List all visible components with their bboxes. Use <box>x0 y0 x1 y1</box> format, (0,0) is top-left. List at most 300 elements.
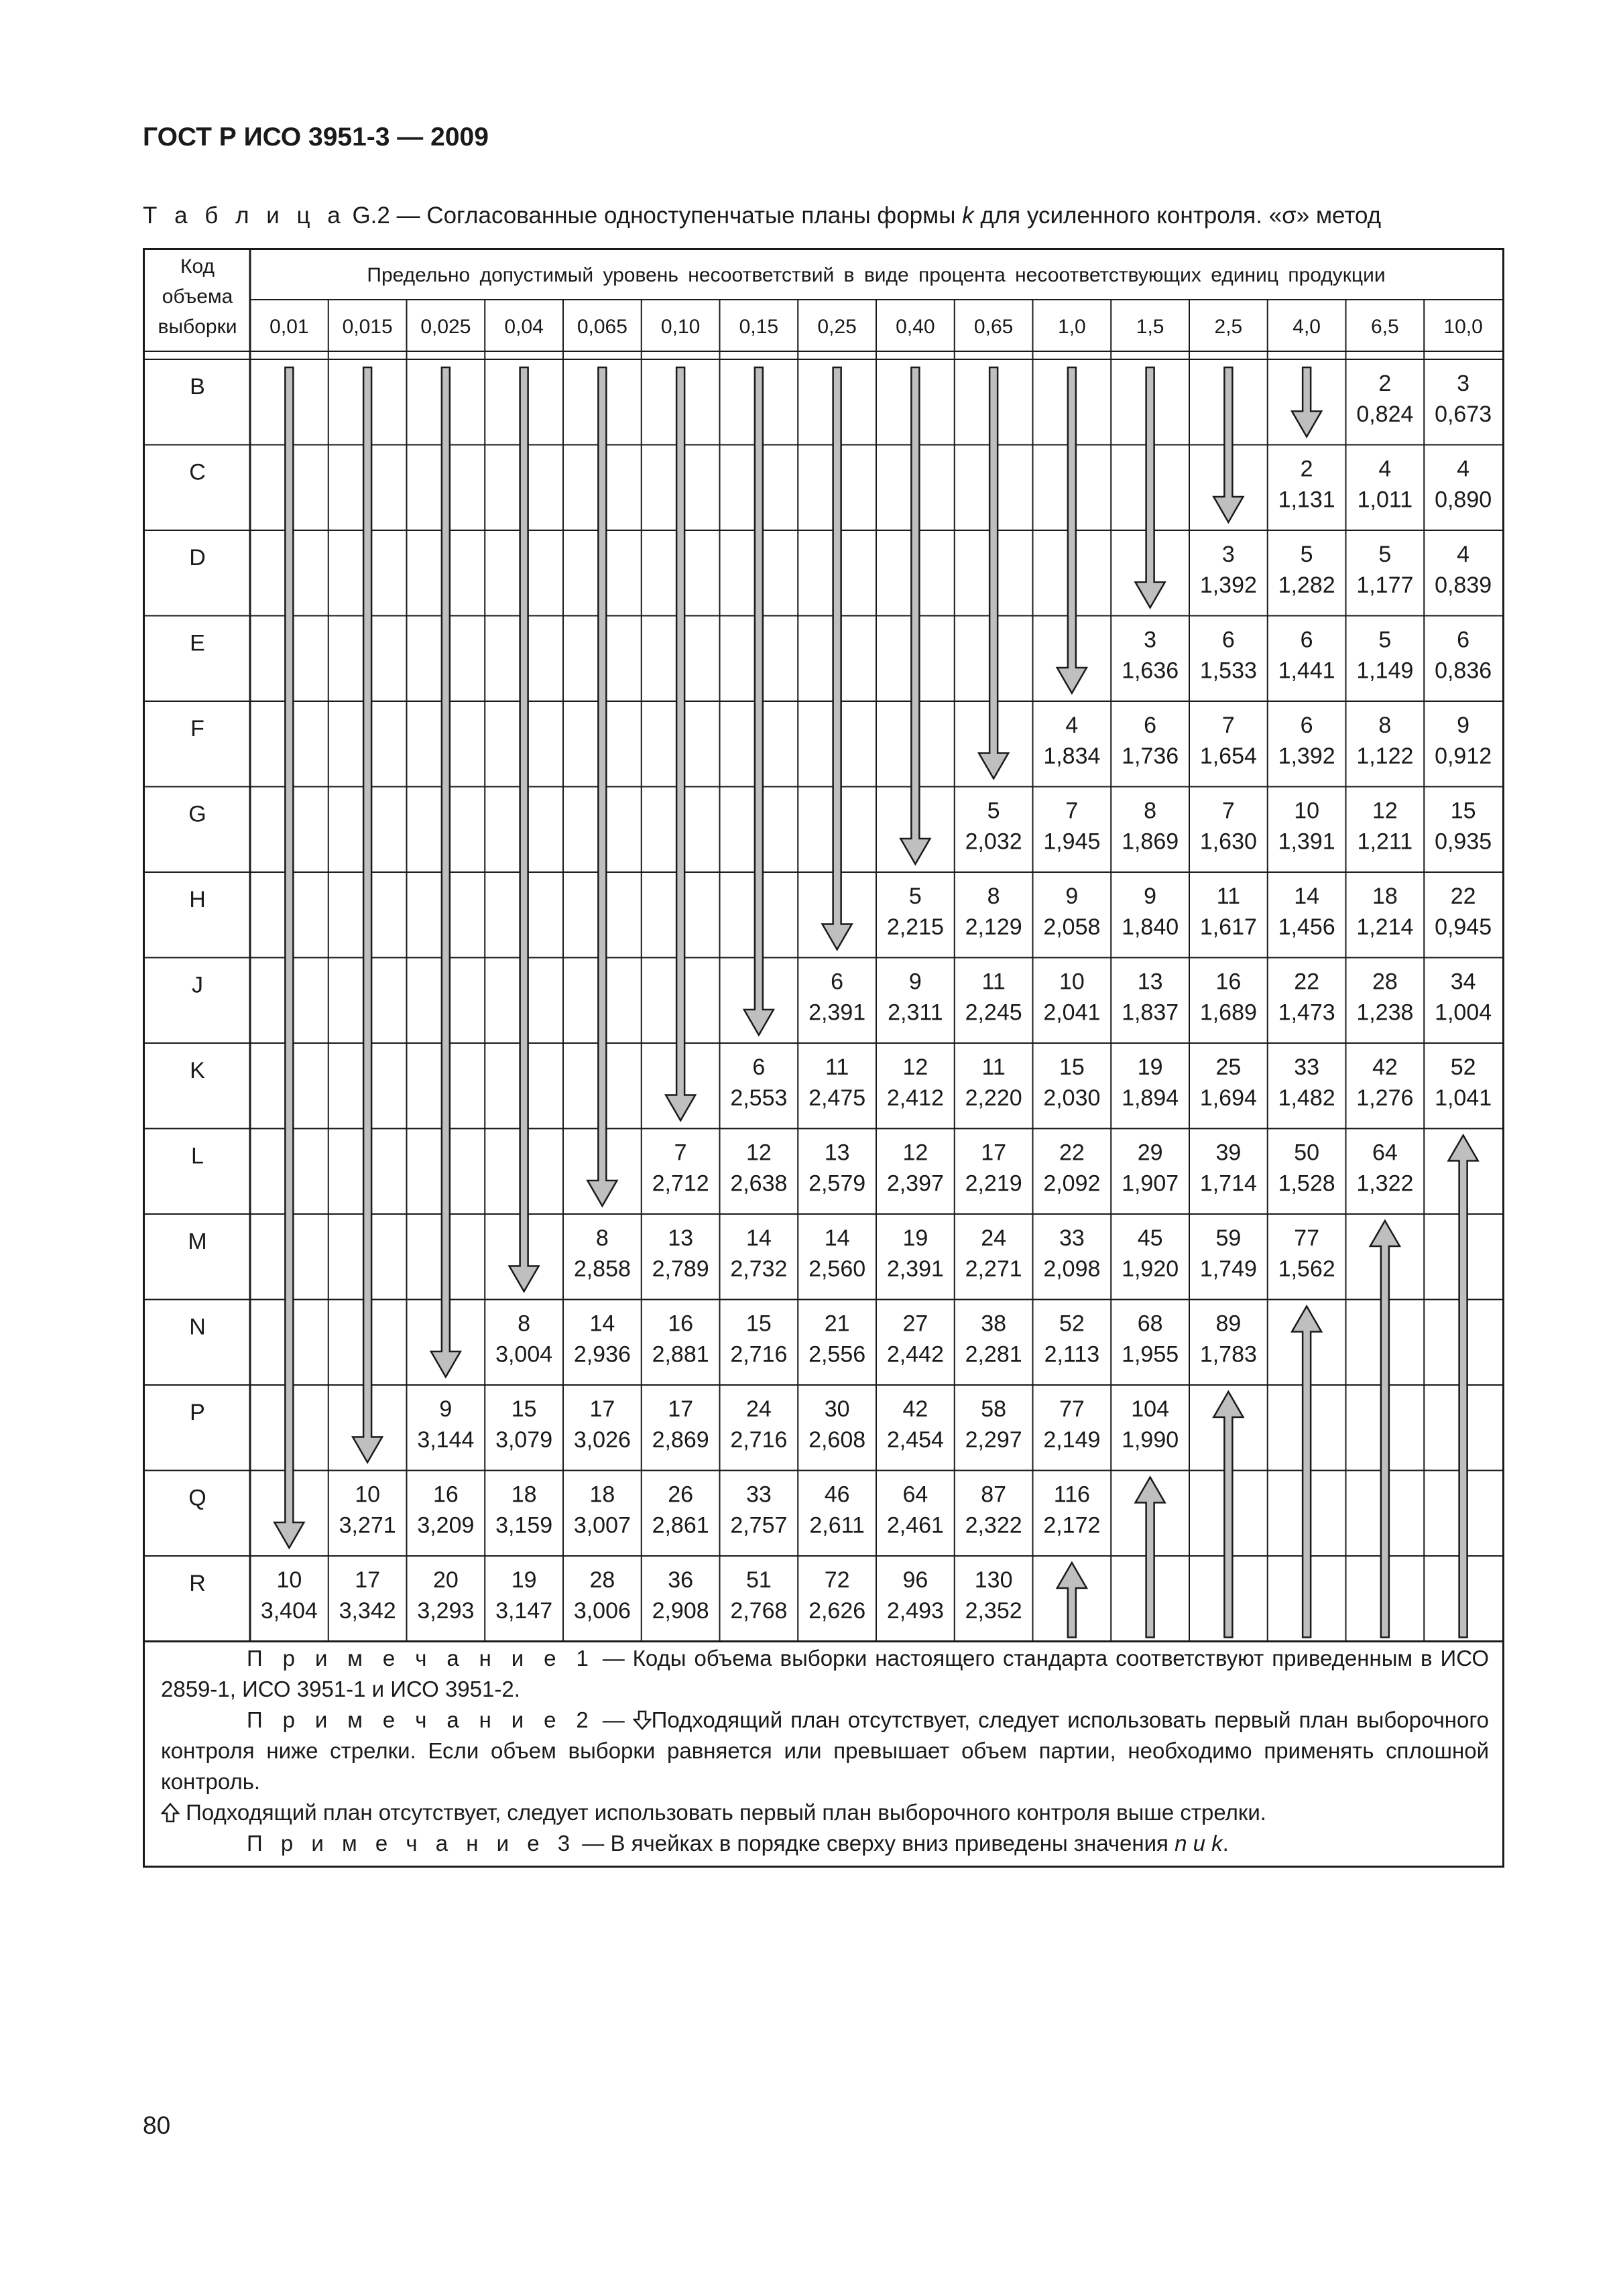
acceptance-constant-k: 2,311 <box>888 1000 943 1026</box>
sample-code: H <box>189 887 206 912</box>
aql-level: 0,65 <box>973 316 1014 338</box>
sample-size-n: 51 <box>745 1567 772 1593</box>
table-grid <box>145 250 1502 1866</box>
acceptance-constant-k: 1,004 <box>1435 1000 1492 1026</box>
sample-size-n: 45 <box>1137 1225 1163 1251</box>
aql-level: 4,0 <box>1293 316 1321 338</box>
sample-size-n: 58 <box>981 1396 1007 1422</box>
sample-size-n: 10 <box>1059 969 1085 995</box>
note-1 <box>161 1643 1489 1705</box>
sample-size-n: 6 <box>1300 713 1313 738</box>
acceptance-constant-k: 1,528 <box>1278 1170 1335 1197</box>
sample-size-n: 4 <box>1457 456 1470 482</box>
caption-k: k <box>962 202 974 229</box>
sample-size-n: 19 <box>902 1225 928 1251</box>
acceptance-constant-k: 2,172 <box>1043 1512 1101 1538</box>
sample-size-n: 24 <box>745 1396 772 1422</box>
note-3-text: — В ячейках в порядке сверху вниз приведены значения <box>576 1831 1175 1856</box>
caption-text-end: для усиленного контроля. «σ» метод <box>973 202 1382 229</box>
sample-size-n: 116 <box>1053 1482 1090 1508</box>
code-header-line: Код <box>180 255 215 278</box>
acceptance-constant-k: 1,654 <box>1199 743 1257 769</box>
up-arrow-icon <box>1057 1563 1087 1638</box>
acceptance-constant-k: 1,736 <box>1122 743 1179 769</box>
up-arrow-icon <box>1449 1136 1478 1638</box>
note-3-n: n <box>1175 1831 1187 1856</box>
sample-size-n: 11 <box>1216 884 1241 909</box>
acceptance-constant-k: 1,533 <box>1199 658 1257 684</box>
sample-size-n: 2 <box>1378 371 1392 396</box>
sample-size-n: 13 <box>824 1140 850 1166</box>
sample-size-n: 13 <box>1137 969 1163 995</box>
acceptance-constant-k: 2,391 <box>808 1000 866 1026</box>
sample-size-n: 17 <box>668 1396 694 1422</box>
acceptance-constant-k: 2,352 <box>965 1598 1022 1624</box>
acceptance-constant-k: 2,271 <box>965 1256 1022 1282</box>
sample-size-n: 22 <box>1450 884 1476 909</box>
sampling-plan-table <box>143 248 1504 1868</box>
acceptance-constant-k: 2,397 <box>886 1170 944 1197</box>
sample-size-n: 36 <box>668 1567 694 1593</box>
sample-size-n: 15 <box>1450 798 1476 824</box>
acceptance-constant-k: 1,562 <box>1278 1256 1335 1282</box>
note-3-k: k <box>1211 1831 1223 1856</box>
acceptance-constant-k: 2,391 <box>886 1256 944 1282</box>
acceptance-constant-k: 3,293 <box>417 1598 475 1624</box>
up-arrow-icon <box>1136 1477 1165 1638</box>
note-3-and: и <box>1187 1831 1212 1856</box>
acceptance-constant-k: 2,281 <box>965 1341 1022 1368</box>
acceptance-constant-k: 1,689 <box>1199 1000 1257 1026</box>
acceptance-constant-k: 2,129 <box>965 914 1022 940</box>
sample-size-n: 17 <box>589 1396 615 1422</box>
sample-size-n: 8 <box>1378 713 1392 738</box>
down-arrow-icon <box>509 367 539 1292</box>
acceptance-constant-k: 0,935 <box>1435 829 1492 855</box>
aql-level: 0,25 <box>817 316 857 338</box>
sample-size-n: 27 <box>902 1311 928 1337</box>
sample-size-n: 8 <box>987 884 1000 909</box>
sample-size-n: 22 <box>1294 969 1320 995</box>
acceptance-constant-k: 1,473 <box>1278 1000 1335 1026</box>
sample-code: B <box>190 374 205 400</box>
acceptance-constant-k: 1,840 <box>1122 914 1179 940</box>
sample-code: R <box>189 1571 206 1596</box>
sample-size-n: 7 <box>1221 798 1235 824</box>
sample-size-n: 28 <box>1372 969 1398 995</box>
sample-size-n: 39 <box>1215 1140 1242 1166</box>
sample-size-n: 24 <box>981 1225 1007 1251</box>
note-2b <box>161 1797 1489 1828</box>
sample-size-n: 46 <box>824 1482 850 1508</box>
standard-header: ГОСТ Р ИСО 3951-3 — 2009 <box>143 123 489 152</box>
note-3 <box>161 1828 1489 1859</box>
sample-size-n: 34 <box>1450 969 1476 995</box>
aql-level: 0,01 <box>269 316 309 338</box>
sample-size-n: 52 <box>1450 1054 1476 1080</box>
acceptance-constant-k: 1,894 <box>1122 1085 1179 1111</box>
sample-size-n: 8 <box>1144 798 1157 824</box>
acceptance-constant-k: 3,006 <box>573 1598 631 1624</box>
acceptance-constant-k: 1,011 <box>1357 487 1413 513</box>
sample-size-n: 3 <box>1221 542 1235 567</box>
note-1-text: — Коды объема выборки настоящего стандарта соответствуют приведенным в ИСО 2859-1, ИСО 3951-1 и ИСО 3951-2. <box>161 1646 1490 1701</box>
acceptance-constant-k: 2,245 <box>965 1000 1022 1026</box>
acceptance-constant-k: 2,475 <box>808 1085 866 1111</box>
sample-size-n: 19 <box>511 1567 537 1593</box>
sample-size-n: 15 <box>511 1396 537 1422</box>
acceptance-constant-k: 1,276 <box>1356 1085 1414 1111</box>
acceptance-constant-k: 2,219 <box>965 1170 1022 1197</box>
acceptance-constant-k: 2,712 <box>652 1170 709 1197</box>
acceptance-constant-k: 1,282 <box>1278 572 1335 598</box>
acceptance-constant-k: 3,342 <box>339 1598 396 1624</box>
sample-size-n: 12 <box>902 1140 928 1166</box>
acceptance-constant-k: 2,113 <box>1044 1341 1100 1368</box>
sample-size-n: 72 <box>824 1567 850 1593</box>
sample-size-n: 96 <box>902 1567 928 1593</box>
acceptance-constant-k: 3,147 <box>495 1598 553 1624</box>
acceptance-constant-k: 2,092 <box>1043 1170 1101 1197</box>
sample-size-n: 77 <box>1294 1225 1320 1251</box>
acceptance-constant-k: 1,441 <box>1278 658 1335 684</box>
aql-level: 0,025 <box>420 316 471 338</box>
code-header-line: объема <box>162 286 233 308</box>
acceptance-constant-k: 1,907 <box>1122 1170 1179 1197</box>
table-caption <box>143 202 1381 229</box>
sample-size-n: 50 <box>1294 1140 1320 1166</box>
sample-size-n: 5 <box>1378 542 1392 567</box>
acceptance-constant-k: 1,945 <box>1043 829 1101 855</box>
sample-size-n: 89 <box>1215 1311 1242 1337</box>
up-arrow-icon <box>1292 1307 1321 1638</box>
acceptance-constant-k: 2,442 <box>886 1341 944 1368</box>
caption-label: Т а б л и ц а <box>143 202 346 229</box>
acceptance-constant-k: 2,556 <box>808 1341 866 1368</box>
aql-level: 0,40 <box>896 316 935 338</box>
acceptance-constant-k: 1,041 <box>1435 1085 1492 1111</box>
acceptance-constant-k: 1,636 <box>1122 658 1179 684</box>
sample-code: N <box>189 1314 206 1340</box>
acceptance-constant-k: 2,297 <box>965 1427 1022 1453</box>
acceptance-constant-k: 2,560 <box>808 1256 866 1282</box>
down-arrow-icon <box>979 367 1008 779</box>
sample-size-n: 28 <box>589 1567 615 1593</box>
acceptance-constant-k: 1,122 <box>1356 743 1414 769</box>
acceptance-constant-k: 0,890 <box>1435 487 1492 513</box>
acceptance-constant-k: 1,482 <box>1278 1085 1335 1111</box>
page-number: 80 <box>143 2112 171 2139</box>
acceptance-constant-k: 2,215 <box>886 914 944 940</box>
sample-size-n: 5 <box>1300 542 1313 567</box>
sample-size-n: 7 <box>1065 798 1079 824</box>
sample-size-n: 6 <box>1457 627 1470 653</box>
acceptance-constant-k: 3,079 <box>495 1427 553 1453</box>
aql-level: 1,0 <box>1058 316 1086 338</box>
aql-level: 1,5 <box>1136 316 1164 338</box>
sample-size-n: 11 <box>981 969 1006 995</box>
acceptance-constant-k: 2,553 <box>730 1085 788 1111</box>
sample-size-n: 68 <box>1137 1311 1163 1337</box>
caption-text: G.2 — Согласованные одноступенчатые планы формы <box>345 202 963 229</box>
sample-code: L <box>191 1143 204 1169</box>
note-3-end: . <box>1222 1831 1229 1856</box>
sample-code: J <box>192 972 203 998</box>
aql-level: 6,5 <box>1371 316 1399 338</box>
sample-size-n: 18 <box>511 1482 537 1508</box>
acceptance-constant-k: 2,789 <box>652 1256 709 1282</box>
acceptance-constant-k: 3,159 <box>495 1512 553 1538</box>
sample-code: M <box>188 1229 207 1254</box>
sample-size-n: 9 <box>1144 884 1157 909</box>
acceptance-constant-k: 2,412 <box>886 1085 944 1111</box>
sample-size-n: 5 <box>908 884 922 909</box>
acceptance-constant-k: 1,392 <box>1278 743 1335 769</box>
acceptance-constant-k: 3,004 <box>495 1341 553 1368</box>
down-arrow-icon <box>823 367 852 950</box>
sample-size-n: 15 <box>745 1311 772 1337</box>
up-arrow-icon <box>161 1803 180 1823</box>
acceptance-constant-k: 2,861 <box>652 1512 709 1538</box>
down-arrow-icon <box>1292 367 1321 437</box>
sample-code: D <box>189 545 206 570</box>
up-arrow-icon <box>1213 1392 1243 1638</box>
down-arrow-icon <box>633 1710 652 1730</box>
sample-size-n: 16 <box>1215 969 1242 995</box>
acceptance-constant-k: 1,837 <box>1122 1000 1179 1026</box>
acceptance-constant-k: 2,768 <box>730 1598 788 1624</box>
sample-size-n: 77 <box>1059 1396 1085 1422</box>
sample-code: Q <box>188 1485 206 1511</box>
acceptance-constant-k: 1,869 <box>1122 829 1179 855</box>
sample-size-n: 13 <box>668 1225 694 1251</box>
acceptance-constant-k: 1,749 <box>1199 1256 1257 1282</box>
sample-size-n: 104 <box>1131 1396 1169 1422</box>
code-header-line: выборки <box>158 316 237 338</box>
acceptance-constant-k: 2,716 <box>730 1341 788 1368</box>
sample-size-n: 33 <box>745 1482 772 1508</box>
sample-size-n: 9 <box>439 1396 453 1422</box>
acceptance-constant-k: 2,858 <box>573 1256 631 1282</box>
sample-size-n: 4 <box>1457 542 1470 567</box>
acceptance-constant-k: 1,456 <box>1278 914 1335 940</box>
acceptance-constant-k: 0,824 <box>1356 402 1414 427</box>
acceptance-constant-k: 1,920 <box>1122 1256 1179 1282</box>
sample-size-n: 6 <box>831 969 844 995</box>
sample-code: E <box>190 630 205 656</box>
acceptance-constant-k: 1,714 <box>1199 1170 1257 1197</box>
acceptance-constant-k: 2,626 <box>808 1598 866 1624</box>
acceptance-constant-k: 2,757 <box>730 1512 788 1538</box>
acceptance-constant-k: 2,041 <box>1043 1000 1101 1026</box>
acceptance-constant-k: 2,716 <box>730 1427 788 1453</box>
acceptance-constant-k: 2,936 <box>573 1341 631 1368</box>
sample-size-n: 17 <box>981 1140 1007 1166</box>
sample-size-n: 8 <box>518 1311 531 1337</box>
sample-size-n: 30 <box>824 1396 850 1422</box>
sample-code: C <box>189 459 206 485</box>
acceptance-constant-k: 2,881 <box>652 1341 709 1368</box>
sample-size-n: 5 <box>1378 627 1392 653</box>
acceptance-constant-k: 3,209 <box>417 1512 475 1538</box>
acceptance-constant-k: 0,945 <box>1435 914 1492 940</box>
acceptance-constant-k: 0,836 <box>1435 658 1492 684</box>
acceptance-constant-k: 3,026 <box>573 1427 631 1453</box>
down-arrow-icon <box>666 367 695 1121</box>
sample-size-n: 10 <box>355 1482 381 1508</box>
acceptance-constant-k: 2,638 <box>730 1170 788 1197</box>
sample-code: K <box>190 1058 205 1083</box>
sample-size-n: 7 <box>674 1140 687 1166</box>
acceptance-constant-k: 0,912 <box>1435 743 1492 769</box>
sample-size-n: 25 <box>1215 1054 1242 1080</box>
sample-size-n: 12 <box>1372 798 1398 824</box>
sample-size-n: 42 <box>902 1396 928 1422</box>
acceptance-constant-k: 2,030 <box>1043 1085 1101 1111</box>
acceptance-constant-k: 2,149 <box>1043 1427 1101 1453</box>
acceptance-constant-k: 2,611 <box>809 1512 865 1538</box>
acceptance-constant-k: 1,238 <box>1356 1000 1414 1026</box>
acceptance-constant-k: 2,908 <box>652 1598 709 1624</box>
sample-size-n: 4 <box>1378 456 1392 482</box>
acceptance-constant-k: 2,058 <box>1043 914 1101 940</box>
acceptance-constant-k: 2,032 <box>965 829 1022 855</box>
sample-code: P <box>190 1400 205 1425</box>
acceptance-constant-k: 1,990 <box>1122 1427 1179 1453</box>
acceptance-constant-k: 1,630 <box>1199 829 1257 855</box>
aql-level: 0,10 <box>660 316 701 338</box>
sample-size-n: 2 <box>1300 456 1313 482</box>
sample-size-n: 21 <box>824 1311 850 1337</box>
sample-size-n: 3 <box>1144 627 1157 653</box>
note-2-text: Подходящий план отсутствует, следует использовать первый план выборочного контроля ниже стрелки. Если объем выборки равняется или превышает объем партии, необходимо применять сплошной контроль. <box>161 1707 1490 1794</box>
sample-size-n: 10 <box>1294 798 1320 824</box>
sample-code: G <box>188 801 206 827</box>
sample-size-n: 18 <box>589 1482 615 1508</box>
acceptance-constant-k: 1,131 <box>1278 487 1335 513</box>
acceptance-constant-k: 1,694 <box>1199 1085 1257 1111</box>
acceptance-constant-k: 2,608 <box>808 1427 866 1453</box>
sample-size-n: 15 <box>1059 1054 1085 1080</box>
acceptance-constant-k: 1,955 <box>1122 1341 1179 1368</box>
aql-header: Предельно допустимый уровень несоответствий в виде процента несоответствующих единиц продукции <box>367 264 1386 286</box>
sample-size-n: 87 <box>981 1482 1007 1508</box>
sample-size-n: 33 <box>1059 1225 1085 1251</box>
sample-size-n: 19 <box>1137 1054 1163 1080</box>
sample-size-n: 26 <box>668 1482 694 1508</box>
acceptance-constant-k: 1,322 <box>1356 1170 1414 1197</box>
sample-code: F <box>190 716 204 741</box>
acceptance-constant-k: 1,783 <box>1199 1341 1257 1368</box>
sample-size-n: 7 <box>1221 713 1235 738</box>
acceptance-constant-k: 2,579 <box>808 1170 866 1197</box>
sample-size-n: 5 <box>987 798 1000 824</box>
sample-size-n: 3 <box>1457 371 1470 396</box>
sample-size-n: 16 <box>432 1482 459 1508</box>
sample-size-n: 14 <box>1294 884 1320 909</box>
sample-size-n: 64 <box>902 1482 928 1508</box>
sample-size-n: 64 <box>1372 1140 1398 1166</box>
sample-size-n: 17 <box>355 1567 381 1593</box>
sample-size-n: 6 <box>1144 713 1157 738</box>
sample-size-n: 6 <box>752 1054 766 1080</box>
acceptance-constant-k: 2,869 <box>652 1427 709 1453</box>
acceptance-constant-k: 2,732 <box>730 1256 788 1282</box>
acceptance-constant-k: 2,461 <box>886 1512 944 1538</box>
sample-size-n: 12 <box>902 1054 928 1080</box>
down-arrow-icon <box>1136 367 1165 608</box>
sample-size-n: 9 <box>1457 713 1470 738</box>
sample-size-n: 16 <box>668 1311 694 1337</box>
sample-size-n: 130 <box>974 1567 1013 1593</box>
acceptance-constant-k: 3,007 <box>573 1512 631 1538</box>
sample-size-n: 8 <box>595 1225 609 1251</box>
sample-size-n: 33 <box>1294 1054 1320 1080</box>
note-1-label: П р и м е ч а н и е 1 <box>247 1646 595 1671</box>
aql-level: 2,5 <box>1214 316 1243 338</box>
sample-size-n: 29 <box>1137 1140 1163 1166</box>
aql-level: 0,15 <box>739 316 779 338</box>
sample-size-n: 14 <box>824 1225 850 1251</box>
up-arrow-icon <box>1370 1221 1400 1638</box>
acceptance-constant-k: 1,149 <box>1356 658 1414 684</box>
acceptance-constant-k: 1,392 <box>1199 572 1257 598</box>
sample-size-n: 12 <box>745 1140 772 1166</box>
note-2-dash: — <box>594 1707 633 1732</box>
acceptance-constant-k: 0,673 <box>1435 402 1492 427</box>
aql-level: 0,065 <box>577 316 627 338</box>
sample-size-n: 6 <box>1300 627 1313 653</box>
sample-size-n: 59 <box>1215 1225 1242 1251</box>
acceptance-constant-k: 1,617 <box>1199 914 1257 940</box>
acceptance-constant-k: 1,211 <box>1357 829 1413 855</box>
sample-size-n: 52 <box>1059 1311 1085 1337</box>
acceptance-constant-k: 2,098 <box>1043 1256 1101 1282</box>
sample-size-n: 42 <box>1372 1054 1398 1080</box>
acceptance-constant-k: 1,214 <box>1356 914 1414 940</box>
acceptance-constant-k: 2,454 <box>886 1427 944 1453</box>
sample-size-n: 14 <box>589 1311 615 1337</box>
sample-size-n: 14 <box>745 1225 772 1251</box>
sample-size-n: 9 <box>908 969 922 995</box>
down-arrow-icon <box>353 367 382 1463</box>
acceptance-constant-k: 1,391 <box>1278 829 1335 855</box>
note-3-label: П р и м е ч а н и е 3 <box>247 1831 577 1856</box>
acceptance-constant-k: 1,834 <box>1043 743 1101 769</box>
acceptance-constant-k: 1,177 <box>1356 572 1414 598</box>
sample-size-n: 10 <box>276 1567 302 1593</box>
aql-level: 0,04 <box>504 316 544 338</box>
sample-size-n: 18 <box>1372 884 1398 909</box>
table-notes <box>145 1643 1502 1859</box>
sample-size-n: 20 <box>432 1567 459 1593</box>
sample-size-n: 4 <box>1065 713 1079 738</box>
acceptance-constant-k: 3,144 <box>417 1427 475 1453</box>
aql-level: 0,015 <box>342 316 393 338</box>
sample-size-n: 22 <box>1059 1140 1085 1166</box>
sample-size-n: 6 <box>1221 627 1235 653</box>
acceptance-constant-k: 2,493 <box>886 1598 944 1624</box>
sample-size-n: 9 <box>1065 884 1079 909</box>
acceptance-constant-k: 2,220 <box>965 1085 1022 1111</box>
sample-size-n: 11 <box>981 1054 1006 1080</box>
note-2-label: П р и м е ч а н и е 2 <box>247 1707 595 1732</box>
note-2 <box>161 1705 1489 1797</box>
acceptance-constant-k: 0,839 <box>1435 572 1492 598</box>
sample-size-n: 11 <box>825 1054 849 1080</box>
acceptance-constant-k: 3,271 <box>339 1512 396 1538</box>
note-2b-text: Подходящий план отсутствует, следует использовать первый план выборочного контроля выше стрелки. <box>180 1800 1266 1825</box>
